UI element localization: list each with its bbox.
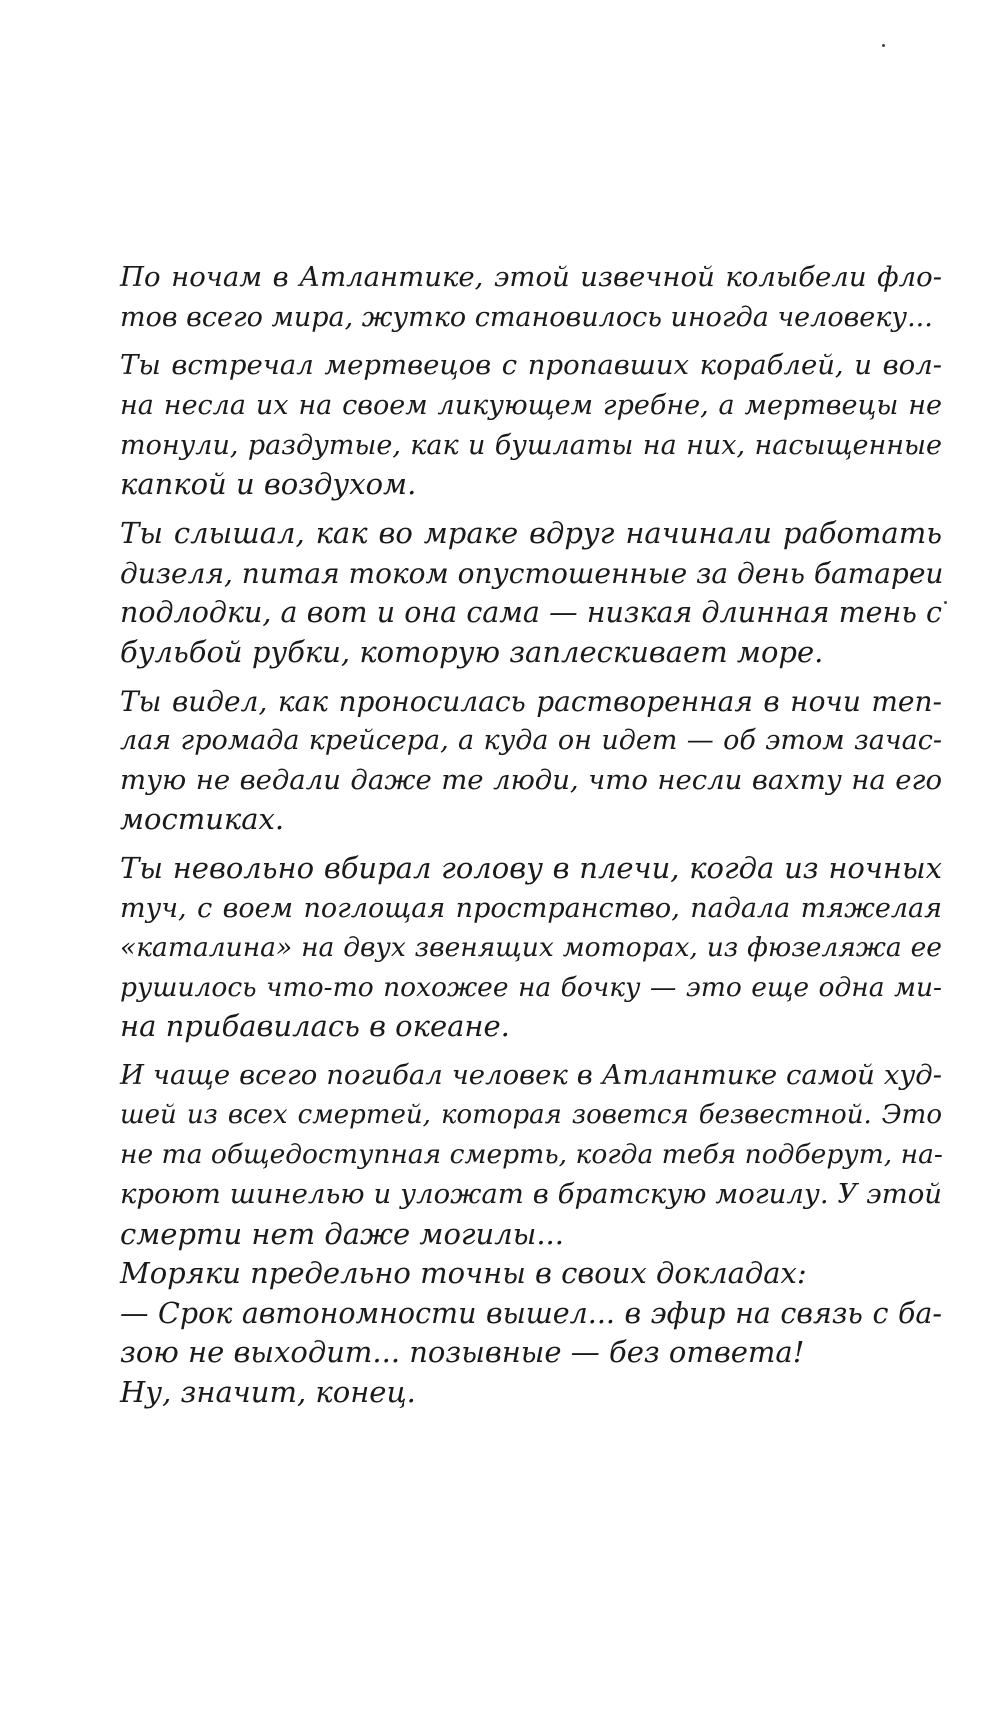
text-line: И чаще всего погибал человек в Атлантике самой худ- (120, 1059, 942, 1092)
text-line: Ты видел, как проносилась растворенная в ночи теп- (120, 684, 942, 718)
text-line: Ты встречал мертвецов с пропавших кораблей, и вол- (120, 349, 942, 382)
text-line: — Срок автономности вышел... в эфир на связь с ба- (120, 1296, 942, 1330)
text-line: Ну, значит, конец. (120, 1374, 416, 1409)
text-line: мостиках. (120, 802, 285, 837)
scan-speck (944, 601, 947, 604)
text-line: Моряки предельно точны в своих докладах: (120, 1256, 807, 1291)
text-line: тонули, раздутые, как и бушлаты на них, насыщенные (120, 429, 942, 461)
text-line: шей из всех смертей, которая зовется безвестной. Это (120, 1099, 942, 1130)
text-line: бульбой рубки, которую заплескивает море. (120, 634, 824, 669)
text-line: кроют шинелью и уложат в братскую могилу. У этой (120, 1178, 942, 1210)
text-line: тов всего мира, жутко становилось иногда человеку... (120, 301, 933, 333)
scan-speck (882, 44, 885, 47)
text-line: капкой и воздухом. (120, 467, 417, 502)
text-line: на прибавилась в океане. (120, 1009, 510, 1044)
text-line: на несла их на своем ликующем гребне, а мертвецы не (120, 389, 942, 421)
text-line: не та общедоступная смерть, когда тебя подберут, на- (120, 1139, 943, 1171)
text-line: По ночам в Атлантике, этой извечной колыбели фло- (120, 261, 942, 293)
text-line: «каталина» на двух звенящих моторах, из фюзеляжа ее (120, 932, 942, 964)
text-line: смерти нет даже могилы... (120, 1216, 564, 1251)
text-line: Ты невольно вбирал голову в плечи, когда из ночных (120, 851, 942, 886)
text-line: рушилось что-то похожее на бочку — это еще одна ми- (120, 971, 942, 1003)
text-line: лая громада крейсера, а куда он идет — об этом зачас- (120, 725, 942, 757)
text-line: подлодки, а вот и она сама — низкая длинная тень с (120, 596, 942, 630)
text-line: зою не выходит... позывные — без ответа! (120, 1335, 805, 1370)
text-line: Ты слышал, как во мраке вдруг начинали работать (120, 515, 942, 550)
text-line: дизеля, питая током опустошенные за день батареи (120, 556, 944, 590)
text-line: туч, с воем поглощая пространство, падала тяжелая (120, 892, 942, 924)
body-text (120, 258, 942, 1413)
text-line: тую не ведали даже те люди, что несли вахту на его (120, 763, 942, 796)
